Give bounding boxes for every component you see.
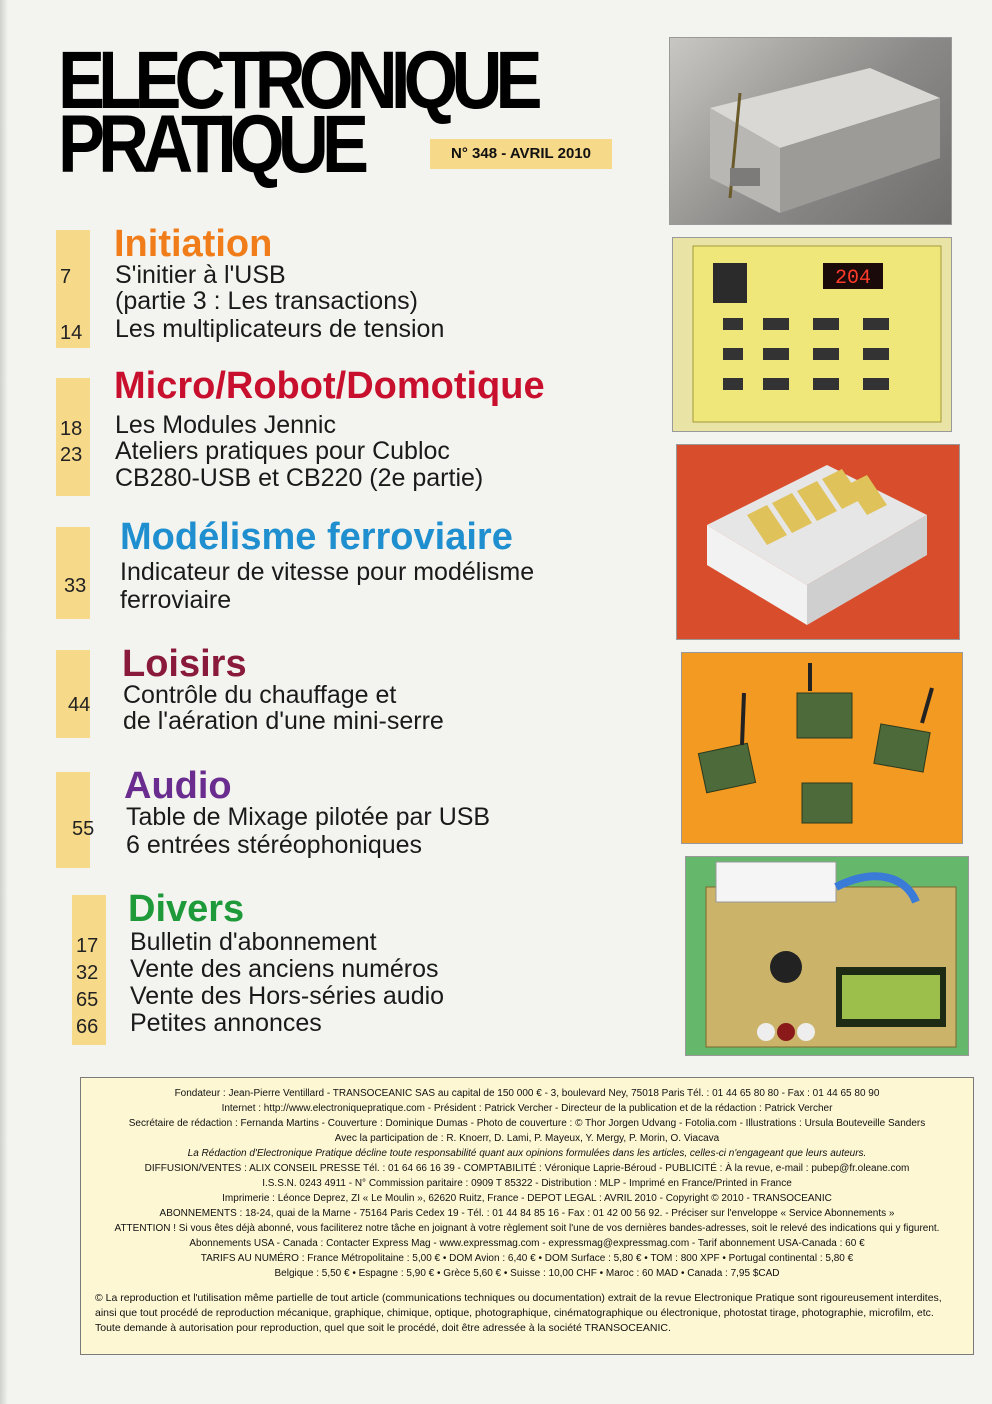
page-number: 14 bbox=[60, 322, 83, 344]
entry-title: S'initier à l'USB bbox=[115, 261, 286, 289]
page-number: 55 bbox=[72, 818, 95, 840]
credits-line: Fondateur : Jean-Pierre Ventillard - TRANSOCEANIC SAS au capital de 150 000 € - 3, boulevard Ney, 75018 Paris Tél. : 01 44 65 80 80 - Fax : 01 44 65 80 90 bbox=[174, 1088, 880, 1099]
credits-line: Secrétaire de rédaction : Fernanda Martins - Couverture : Dominique Dumas - Photo de couverture : © Thor Jorgen Udvang - Fotolia.com - Illustrations : Ursula Bouteveille Sanders bbox=[128, 1118, 926, 1129]
logo-line-1: ELECTRONIQUE bbox=[58, 35, 536, 126]
photo-wireless-modules bbox=[681, 652, 963, 844]
page-number: 66 bbox=[76, 1016, 99, 1038]
entry-subtitle: (partie 3 : Les transactions) bbox=[115, 287, 418, 315]
credits-line: ABONNEMENTS : 18-24, quai de la Marne - 75164 Paris Cedex 19 - Tél. : 01 44 84 85 16 - Fax : 01 42 00 56 92. - Préciser sur l'enveloppe « Service Abonnements » bbox=[159, 1208, 895, 1219]
page-number: 18 bbox=[60, 418, 83, 440]
credits-line: TARIFS AU NUMÉRO : France Métropolitaine : 5,00 € • DOM Avion : 6,40 € • DOM Surface : 5,80 € • TOM : 800 XPF • Portugal continental : 5,80 € bbox=[200, 1253, 854, 1264]
section-title: Modélisme ferroviaire bbox=[120, 516, 513, 558]
section-loisirs bbox=[56, 642, 656, 742]
credits-line: Abonnements USA - Canada : Contacter Express Mag - www.expressmag.com - expressmag@expressmag.com - Tarif abonnement USA-Canada : 60 € bbox=[189, 1238, 865, 1249]
entry-title: Bulletin d'abonnement bbox=[130, 928, 377, 956]
credits-box bbox=[80, 1077, 974, 1355]
section-initiation bbox=[56, 222, 656, 352]
section-title: Initiation bbox=[114, 223, 273, 265]
entry-title: Contrôle du chauffage et bbox=[123, 681, 397, 709]
photo-cubloc-modules bbox=[676, 444, 960, 640]
credits-line: Avec la participation de : R. Knoerr, D. Lami, P. Mayeux, Y. Mergy, P. Morin, O. Viacava bbox=[334, 1133, 720, 1144]
entry-subtitle: 6 entrées stéréophoniques bbox=[126, 831, 423, 859]
section-title: Micro/Robot/Domotique bbox=[114, 365, 545, 407]
page-number: 7 bbox=[60, 266, 72, 288]
page-edge-shadow bbox=[0, 0, 8, 1404]
entry-subtitle: de l'aération d'une mini-serre bbox=[123, 707, 444, 735]
credits-line: DIFFUSION/VENTES : ALIX CONSEIL PRESSE Tél. : 01 64 66 16 39 - COMPTABILITÉ : Véronique Laprie-Béroud - PUBLICITÉ : À la revue, e-mail : pubep@fr.oleane.com bbox=[144, 1163, 910, 1174]
section-title: Audio bbox=[124, 765, 232, 807]
seven-segment-display: 204 bbox=[834, 267, 872, 290]
credits-line: Internet : http://www.electroniquepratique.com - Président : Patrick Vercher - Directeur de la publication et de la rédaction : Patrick Vercher bbox=[221, 1103, 833, 1114]
photo-aluminium-enclosure bbox=[669, 37, 952, 225]
page-number: 65 bbox=[76, 989, 99, 1011]
page-number: 33 bbox=[64, 575, 87, 597]
credits-line: La Rédaction d'Electronique Pratique décline toute responsabilité quant aux opinions formulées dans les articles, celles-ci n'engageant que leurs auteurs. bbox=[187, 1148, 867, 1159]
entry-subtitle: ferroviaire bbox=[120, 586, 232, 614]
logo-line-2: PRATIQUE bbox=[58, 99, 363, 190]
page-number: 32 bbox=[76, 962, 99, 984]
entry-title: Les multiplicateurs de tension bbox=[115, 315, 445, 343]
section-modelisme-ferroviaire bbox=[56, 515, 656, 620]
credits-line: I.S.S.N. 0243 4911 - N° Commission paritaire : 0909 T 85322 - Distribution : MLP - Imprimé en France/Printed in France bbox=[262, 1178, 792, 1189]
issue-number-badge: N° 348 - AVRIL 2010 bbox=[430, 139, 612, 169]
entry-subtitle: CB280-USB et CB220 (2e partie) bbox=[115, 464, 484, 492]
section-title: Loisirs bbox=[122, 643, 247, 685]
credits-line: Belgique : 5,50 € • Espagne : 5,90 € • Grèce 5,60 € • Suisse : 10,00 CHF • Maroc : 60 MAD • Canada : 7,95 $CAD bbox=[274, 1268, 780, 1279]
entry-title: Vente des anciens numéros bbox=[130, 955, 439, 983]
page-number: 23 bbox=[60, 444, 83, 466]
entry-title: Table de Mixage pilotée par USB bbox=[126, 803, 491, 831]
section-micro-robot-domotique bbox=[56, 364, 656, 499]
page-number: 44 bbox=[68, 694, 91, 716]
section-audio bbox=[56, 764, 656, 874]
credits-line: Imprimerie : Léonce Deprez, ZI « Le Moulin », 62620 Ruitz, France - DEPOT LEGAL : AVRIL 2010 - Copyright © 2010 - TRANSOCEANIC bbox=[222, 1193, 832, 1204]
entry-title: Petites annonces bbox=[130, 1009, 322, 1037]
entry-title: Indicateur de vitesse pour modélisme bbox=[120, 558, 535, 586]
section-divers bbox=[56, 887, 656, 1047]
entry-title: Les Modules Jennic bbox=[115, 411, 336, 439]
entry-title: Ateliers pratiques pour Cubloc bbox=[115, 437, 450, 465]
photo-circuit-board-display bbox=[672, 237, 952, 432]
section-title: Divers bbox=[128, 888, 245, 930]
credits-line: ATTENTION ! Si vous êtes déjà abonné, vous faciliterez notre tâche en joignant à votre règlement soit l'une de vos dernières bandes-adresses, soit le relevé des indications qui y figurent. bbox=[114, 1223, 940, 1234]
photo-mixing-table-board bbox=[685, 856, 969, 1056]
copyright-notice: © La reproduction et l'utilisation même partielle de tout article (communications techniques ou documentation) extrait de la revue Electronique Pratique sont rigoureusement interdites, ainsi que tout procédé de reproduction mécanique, graphique, chimique, optique, photographique, cinématographique ou électronique, photostat tirage, photographie, microfilm, etc. Toute demande à autorisation pour reproduction, quel que soit le procédé, doit être adressée à la société TRANSOCEANIC. bbox=[95, 1292, 942, 1334]
entry-title: Vente des Hors-séries audio bbox=[130, 982, 445, 1010]
page-number: 17 bbox=[76, 935, 99, 957]
